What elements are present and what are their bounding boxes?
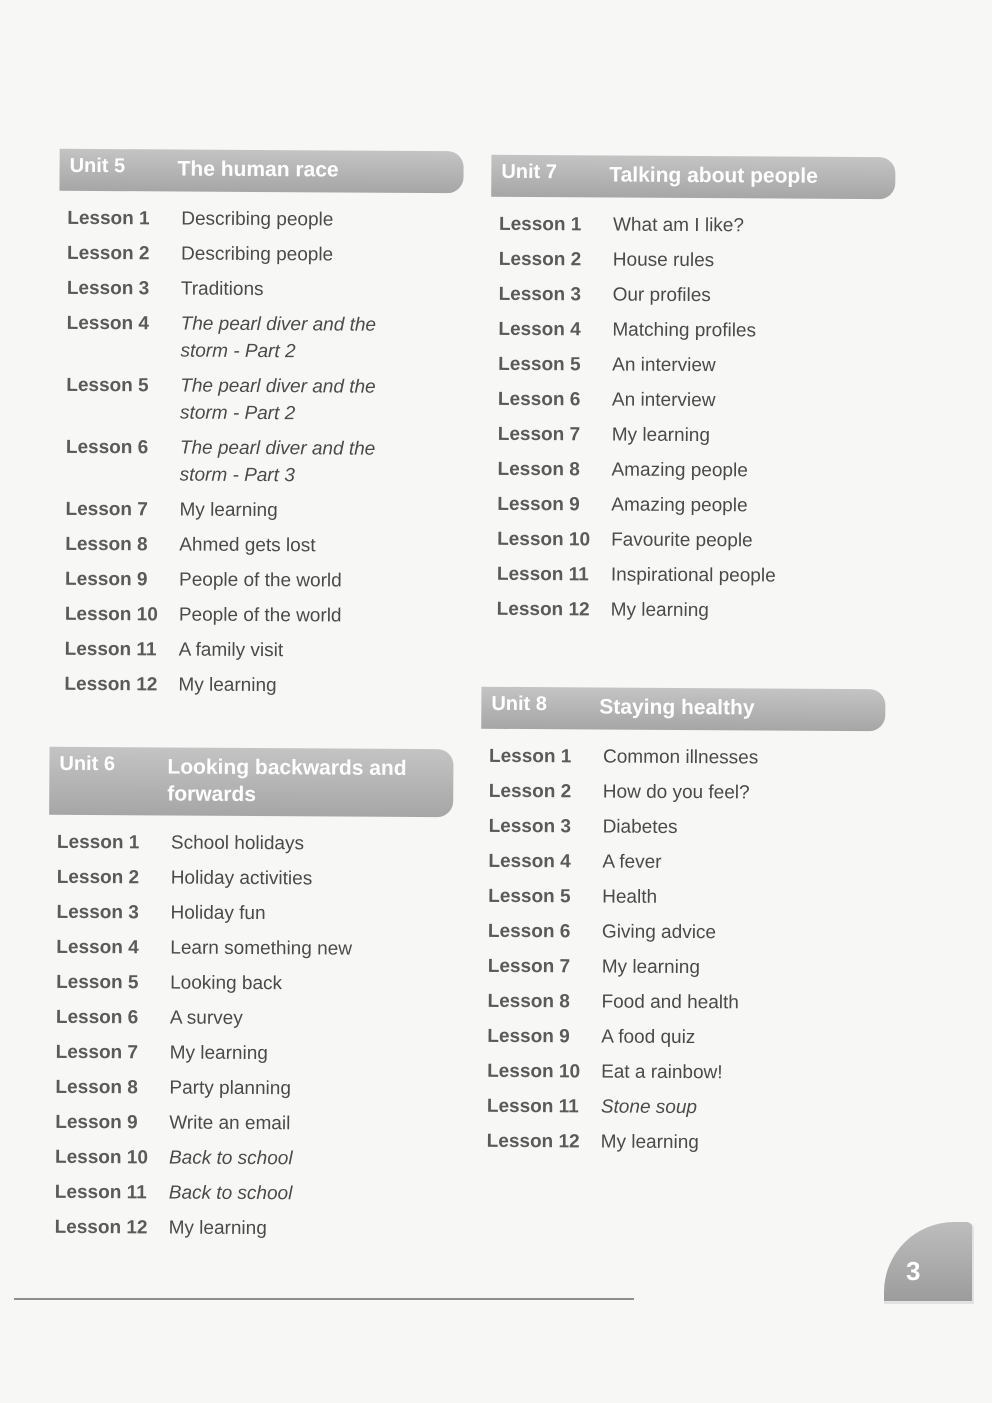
unit-7-header: [491, 155, 895, 199]
lesson-label: Lesson 5: [56, 971, 139, 994]
lesson-title: Food and health: [601, 991, 739, 1014]
lesson-item: [56, 934, 452, 963]
lesson-item: [487, 1023, 883, 1052]
lesson-item: [55, 1179, 451, 1208]
unit-title: Looking backwards and forwards: [167, 755, 407, 807]
lesson-label: Lesson 9: [487, 1025, 570, 1048]
lesson-item: [488, 953, 884, 982]
footer-rule: [14, 1298, 634, 1300]
lesson-title: Amazing people: [611, 494, 748, 517]
lesson-label: Lesson 9: [497, 493, 580, 516]
lesson-item: [488, 883, 884, 912]
lesson-item: [489, 813, 885, 842]
lesson-title: My learning: [178, 674, 277, 697]
lesson-title: Health: [602, 886, 658, 908]
lesson-title: Matching profiles: [612, 319, 757, 342]
lesson-label: Lesson 1: [56, 831, 140, 854]
lesson-label: Lesson 8: [487, 990, 570, 1013]
lesson-label: Lesson 5: [498, 353, 581, 376]
lesson-title: Holiday activities: [170, 867, 313, 890]
story-title: The pearl diver and the: [180, 375, 376, 398]
lesson-title: A food quiz: [601, 1026, 696, 1049]
lesson-item: [55, 1144, 451, 1173]
lesson-item: [498, 351, 894, 380]
lesson-label: Lesson 3: [488, 815, 572, 838]
unit-title: Staying healthy: [599, 695, 755, 720]
lesson-item: [65, 496, 461, 525]
lesson-title: A survey: [169, 1007, 243, 1029]
lesson-title: Back to school: [168, 1182, 293, 1205]
lesson-label: Lesson 12: [486, 1130, 580, 1153]
lesson-title: Back to school: [168, 1147, 293, 1170]
lesson-label: Lesson 12: [64, 673, 158, 696]
lesson-title: How do you feel?: [602, 781, 750, 804]
lesson-item: [488, 918, 884, 947]
lesson-label: Lesson 7: [65, 498, 148, 521]
lesson-item: [67, 240, 463, 269]
lesson-label: Lesson 2: [56, 866, 140, 889]
lesson-item: [66, 372, 462, 428]
lesson-title: Write an email: [169, 1112, 291, 1135]
page-number-badge: [884, 1222, 974, 1304]
lesson-item: [66, 434, 462, 490]
lesson-label: Lesson 12: [54, 1216, 148, 1239]
lesson-item: [497, 491, 893, 520]
lesson-title: Stone soup: [600, 1096, 698, 1119]
lesson-label: Lesson 9: [65, 568, 148, 591]
lesson-item: [67, 275, 463, 304]
lesson-label: Lesson 12: [496, 598, 590, 621]
lesson-item: [57, 864, 453, 893]
unit-6-header: [49, 747, 453, 817]
lesson-label: Lesson 4: [66, 312, 150, 335]
lesson-item: [498, 386, 894, 415]
lesson-title: Our profiles: [612, 284, 711, 307]
lesson-item: [489, 778, 885, 807]
lesson-label: Lesson 11: [486, 1095, 579, 1118]
lesson-title: Favourite people: [611, 529, 753, 552]
lesson-label: Lesson 6: [65, 436, 149, 459]
lesson-label: Lesson 11: [54, 1181, 147, 1204]
lesson-title: Giving advice: [601, 921, 717, 944]
lesson-title: An interview: [611, 389, 716, 412]
lesson-title: People of the world: [178, 604, 342, 627]
lesson-title: Inspirational people: [610, 564, 776, 587]
lesson-title: Describing people: [181, 243, 334, 266]
lesson-label: Lesson 2: [67, 242, 150, 265]
lesson-label: Lesson 1: [67, 207, 150, 230]
lesson-item: [65, 531, 461, 560]
lesson-title: Ahmed gets lost: [179, 534, 316, 557]
lesson-label: Lesson 7: [497, 423, 581, 446]
lesson-label: Lesson 3: [498, 283, 582, 306]
story-title: The pearl diver and the: [180, 313, 377, 336]
unit-number: Unit 7: [501, 160, 557, 184]
lesson-item: [65, 566, 461, 595]
lesson-title: My learning: [601, 956, 701, 979]
lesson-item: [487, 1058, 883, 1087]
lesson-title: Common illnesses: [602, 746, 759, 769]
lesson-item: [499, 246, 895, 275]
unit-8-header: [481, 687, 885, 731]
story-part: storm - Part 2: [180, 340, 296, 363]
lesson-label: Lesson 4: [56, 936, 139, 959]
story-part: storm - Part 3: [179, 464, 295, 487]
lesson-item: [66, 310, 462, 366]
lesson-item: [57, 829, 453, 858]
lesson-item: [497, 596, 893, 625]
lesson-title: House rules: [612, 249, 715, 272]
lesson-title: Traditions: [180, 278, 264, 301]
lesson-item: [488, 848, 884, 877]
lesson-label: Lesson 7: [55, 1041, 139, 1064]
unit-title: The human race: [177, 157, 339, 182]
lesson-title: Describing people: [181, 208, 334, 231]
lesson-label: Lesson 5: [488, 885, 571, 908]
lesson-title: A fever: [602, 851, 662, 873]
lesson-label: Lesson 5: [66, 374, 149, 397]
lesson-item: [64, 671, 460, 700]
lesson-item: [56, 1039, 452, 1068]
unit-8-section: [479, 687, 886, 1165]
lesson-label: Lesson 6: [487, 920, 571, 943]
unit-5-section: [56, 149, 463, 708]
lesson-title: My learning: [610, 599, 709, 622]
lesson-item: [55, 1109, 451, 1138]
lesson-title: My learning: [179, 499, 278, 522]
story-title: The pearl diver and the: [179, 437, 376, 460]
lesson-item: [487, 988, 883, 1017]
lesson-title: My learning: [168, 1217, 267, 1240]
lesson-item: [487, 1093, 883, 1122]
lesson-title: My learning: [169, 1042, 268, 1065]
lesson-label: Lesson 3: [56, 901, 139, 924]
lesson-item: [55, 1074, 451, 1103]
lesson-label: Lesson 11: [64, 638, 157, 661]
lesson-label: Lesson 1: [498, 213, 582, 236]
unit-number: Unit 6: [59, 752, 116, 776]
lesson-item: [65, 636, 461, 665]
lesson-title: People of the world: [179, 569, 342, 592]
lesson-label: Lesson 7: [487, 955, 571, 978]
lesson-label: Lesson 1: [488, 745, 572, 768]
lesson-item: [497, 561, 893, 590]
lesson-label: Lesson 6: [55, 1006, 139, 1029]
lesson-label: Lesson 9: [55, 1111, 138, 1134]
unit-5-header: [59, 149, 463, 193]
lesson-label: Lesson 3: [66, 277, 150, 300]
lesson-label: Lesson 11: [496, 563, 589, 586]
lesson-item: [67, 205, 463, 234]
lesson-label: Lesson 2: [488, 780, 572, 803]
unit-6-section: [46, 747, 453, 1251]
lesson-item: [497, 526, 893, 555]
lesson-title: Diabetes: [602, 816, 678, 838]
lesson-title: Eat a rainbow!: [601, 1061, 723, 1084]
lesson-title: [180, 373, 410, 428]
lesson-label: Lesson 8: [55, 1076, 138, 1099]
unit-number: Unit 8: [491, 692, 547, 716]
lesson-item: [498, 316, 894, 345]
lesson-title: Amazing people: [611, 459, 748, 482]
lesson-item: [56, 1004, 452, 1033]
lesson-title: An interview: [612, 354, 716, 377]
unit-title: Talking about people: [609, 163, 818, 188]
lesson-label: Lesson 2: [498, 248, 582, 271]
unit-7-section: [489, 155, 896, 633]
lesson-label: Lesson 10: [497, 528, 591, 551]
lesson-title: [180, 435, 410, 490]
lesson-title: My learning: [611, 424, 711, 447]
lesson-title: What am I like?: [612, 214, 745, 237]
lesson-title: Party planning: [169, 1077, 291, 1100]
unit-number: Unit 5: [69, 154, 126, 178]
lesson-label: Lesson 8: [65, 533, 148, 556]
lesson-item: [56, 899, 452, 928]
lesson-item: [489, 743, 885, 772]
story-part: storm - Part 2: [180, 402, 296, 425]
lesson-label: Lesson 10: [487, 1060, 581, 1083]
lesson-title: A family visit: [178, 639, 284, 662]
lesson-title: [180, 311, 410, 366]
lesson-item: [498, 421, 894, 450]
lesson-title: Learn something new: [170, 937, 353, 960]
lesson-label: Lesson 10: [64, 603, 158, 626]
lesson-title: Holiday fun: [170, 902, 266, 925]
lesson-title: School holidays: [170, 832, 305, 855]
lesson-title: Looking back: [170, 972, 283, 995]
lesson-item: [56, 969, 452, 998]
lesson-item: [55, 1214, 451, 1243]
lesson-item: [497, 456, 893, 485]
lesson-item: [499, 281, 895, 310]
page-number: 3: [906, 1256, 921, 1286]
lesson-item: [487, 1128, 883, 1157]
lesson-label: Lesson 10: [54, 1146, 149, 1169]
lesson-item: [65, 601, 461, 630]
lesson-label: Lesson 8: [497, 458, 580, 481]
lesson-label: Lesson 6: [497, 388, 581, 411]
lesson-label: Lesson 4: [498, 318, 581, 341]
lesson-item: [499, 211, 895, 240]
lesson-title: My learning: [600, 1131, 699, 1154]
lesson-label: Lesson 4: [488, 850, 571, 873]
